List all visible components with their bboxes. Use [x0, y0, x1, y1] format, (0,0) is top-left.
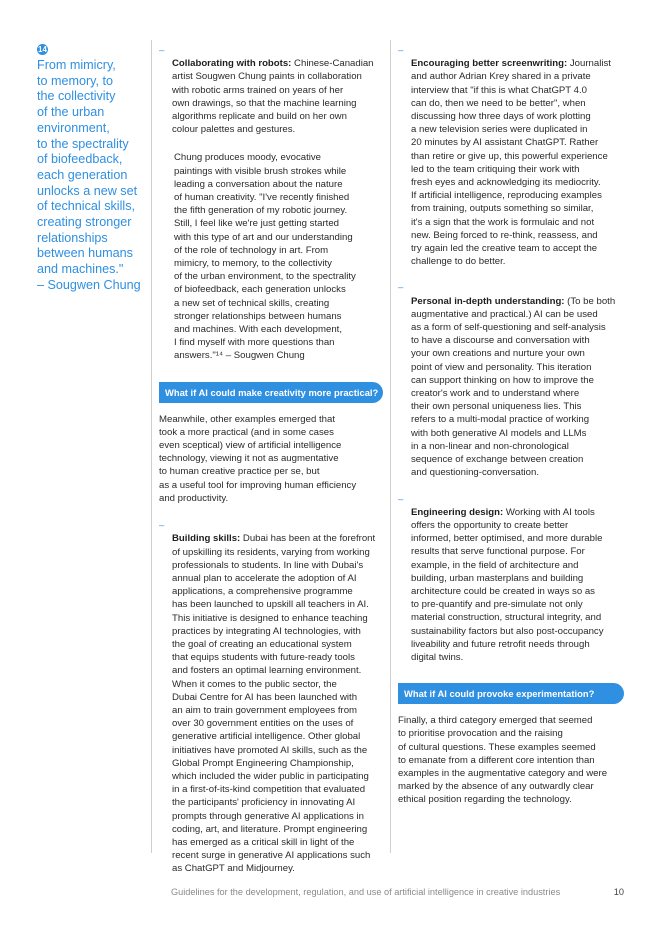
middle-column — [159, 44, 383, 876]
bullet-text: Working with AI tools offers the opportunity to create better informed, better optimised, and more durable results that serve functional purpose. For example, in the field of architecture and building, urban masterplans and building architecture could be created in ways so as to pre-quantify and pre-simulate not only material construction, structural integrity, and sustainability factors but also post-occupancy liveability and future retrofit needs through digital twins. — [411, 506, 604, 663]
column-divider-left — [151, 40, 152, 853]
bullet-title: Encouraging better screenwriting: — [411, 58, 568, 70]
bullet-dash-icon: – — [398, 282, 404, 294]
chung-quote: Chung produces moody, evocative paintings with visible brush strokes while leading a conversation about the nature of human creativity. "I've recently finished the fifth generation of my robotic journey. Still, I feel like we're just getting started with this type of art and our understanding of the role of technology in art. From mimicry, to memory, to the collectivity of the urban environment, to the spectrality of biofeedback, each generation unlocks a new set of technical skills, creating stronger relationships between humans and machines. With each development, I find myself with more questions than answers."¹⁴ – Sougwen Chung — [174, 152, 356, 362]
section-heading-practical: What if AI could make creativity more practical? — [159, 382, 383, 403]
bullet-text: Chinese-Canadian artist Sougwen Chung paints in collaboration with robotic arms trained on years of her own drawings, so that the machine learning algorithms replicate and build on her own colour palettes and gestures. — [172, 58, 374, 136]
bullet-text: Dubai has been at the forefront of upskilling its residents, varying from working professionals to students. In line with Dubai's annual plan to accelerate the adoption of AI applications, a comprehensive programme has been launched to upskill all teachers in AI. This initiative is designed to enhance teaching practices by integrating AI technologies, with the goal of creating an educational system that equips students with future-ready tools and fosters an optimal learning environment. When it comes to the public sector, the Dubai Centre for AI has been launched with an aim to train government employees from over 30 government entities on the uses of generative artificial intelligence. Other global initiatives have promoted AI skills, such as the Global Prompt Engineering Championship, which included the wider public in participating in a first-of-its-kind competition that evaluated the participants' proficiency in innovating AI prompts through generative AI applications in coding, art, and literature. Prompt engineering has emerged as a critical skill in light of the recent surge in generative AI applications such as ChatGPT and Midjourney. — [172, 533, 376, 875]
page-number: 10 — [613, 887, 624, 897]
page-footer — [171, 887, 624, 897]
bullet-title: Collaborating with robots: — [172, 58, 292, 70]
bullet-dash-icon: – — [398, 45, 404, 56]
bullet-text: (To be both augmentative and practical.) AI can be used as a form of self-questioning and self-analysis to have a discourse and conversation with your own creations and nurture your own point of view and personality. This iteration can support thinking on how to improve the creator's work and to understand where their own personal uniqueness lies. This refers to a multi-modal practice of working with both generative AI models and LLMs in a non-linear and non-chronological sequence of exchange between creation and questioning-conversation. — [411, 295, 616, 479]
pull-quote-text: From mimicry, to memory, to the collectivity of the urban environment, to the spectrality of biofeedback, each generation unlocks a new set of technical skills, creating stronger relationships between humans and machines." — [37, 58, 138, 277]
bullet-engineering — [398, 493, 624, 665]
bullet-title: Building skills: — [172, 533, 241, 545]
bullet-skills — [159, 519, 383, 875]
bullet-screenwriting — [398, 44, 624, 268]
bullet-title: Personal in-depth understanding: — [411, 295, 565, 307]
bullet-robots — [159, 44, 383, 136]
experimentation-text: Finally, a third category emerged that seemed to prioritise provocation and the raising of cultural questions. These examples seemed to emanate from a different core intention than examples in the augmentative category and were marked by the absence of any outwardly clear ethical position regarding the technology. — [398, 715, 608, 806]
bullet-dash-icon: – — [398, 493, 404, 505]
quote-marker-icon: 14 — [38, 45, 47, 54]
pull-quote-author: – Sougwen Chung — [37, 277, 141, 292]
right-column — [398, 44, 624, 807]
pull-quote — [37, 44, 147, 294]
column-divider-right — [390, 40, 391, 853]
bullet-title: Engineering design: — [411, 506, 504, 518]
bullet-dash-icon: – — [159, 45, 165, 56]
section-heading-experimentation: What if AI could provoke experimentation? — [398, 683, 624, 704]
footer-title: Guidelines for the development, regulation, and use of artificial intelligence in creative industries — [171, 887, 561, 897]
bullet-understanding — [398, 281, 624, 479]
practical-intro: Meanwhile, other examples emerged that took a more practical (and in some cases even sceptical) view of artificial intelligence technology, viewing it not as augmentative to human creative practice per se, but as a useful tool for improving human efficiency and productivity. — [159, 413, 357, 504]
bullet-dash-icon: – — [159, 520, 165, 532]
bullet-text: Journalist and author Adrian Krey shared in a private interview that "if this is what ChatGPT 4.0 can do, then we need to be better", when discussing how three days of work plotting a new television series were duplicated in 20 minutes by AI assistant ChatGPT. Rather than retire or give up, this powerful experience led to the team critiquing their work with fresh eyes and acknowledging its mediocrity. If artificial intelligence, reproducing examples from training, outputs something so similar, it's a sign that the work is formulaic and not new. Being forced to re-think, reassess, and try again led the creative team to accept the challenge to do better. — [411, 58, 611, 268]
